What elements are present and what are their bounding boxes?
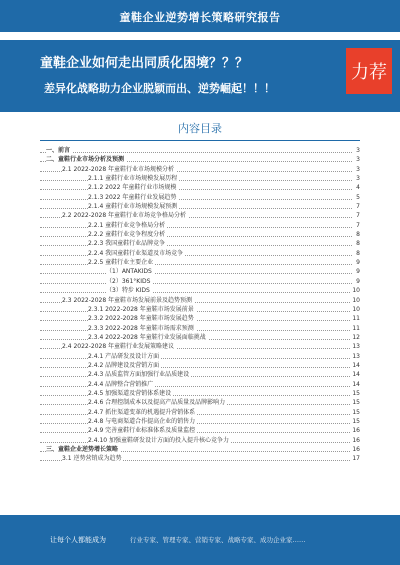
toc-entry[interactable] [40, 249, 360, 258]
toc-entry[interactable] [40, 296, 360, 305]
toc-entry-page: 15 [352, 389, 360, 397]
toc-entry-text: 2.2 2022-2028 年童鞋行业市场竞争格局分析 [62, 212, 187, 220]
toc-entry-text: 2.4.10 加强童鞋研发设计方面的投入提升核心竞争力 [88, 436, 229, 444]
toc-entry-page: 3 [356, 156, 360, 164]
toc-entry[interactable] [40, 267, 360, 276]
toc-entry-page: 13 [352, 352, 360, 360]
toc-entry-text: 2.4.2 品牌建设及营销方面 [88, 361, 160, 369]
toc-leader-dots [40, 227, 352, 228]
toc-leader-dots [40, 273, 352, 274]
toc-entry-text: 2.4.7 抓住渠道变革的机遇提升营销体系 [88, 408, 196, 416]
toc-entry-page: 14 [352, 371, 360, 379]
toc-entry-text: 二、童鞋行业市场分析及预测 [46, 156, 125, 164]
toc-leader-dots [40, 283, 352, 284]
toc-entry-text: 2.1.1 童鞋行业市场规模发展历程 [88, 175, 178, 183]
toc-entry[interactable] [40, 286, 360, 295]
toc-leader-dots [40, 264, 352, 265]
toc-entry-page: 8 [356, 249, 360, 257]
toc-entry-text: 2.4.3 品质监管方面加强行业品质建设 [88, 371, 190, 379]
toc-entry-text: 2.1.3 2022 年童鞋行业发展趋势 [88, 193, 177, 201]
toc-entry-page: 15 [352, 417, 360, 425]
toc-entry[interactable] [40, 352, 360, 361]
toc-leader-dots [40, 395, 352, 396]
toc-entry[interactable] [40, 155, 360, 164]
toc-entry-page: 10 [352, 287, 360, 295]
toc-entry-text: （3）特步 KIDS [106, 287, 150, 295]
toc-leader-dots [40, 358, 352, 359]
toc-entry-text: 2.4.5 加强渠道及营销体系建设 [88, 389, 172, 397]
toc-entry[interactable] [40, 426, 360, 435]
toc-entry-text: 2.3.2 2022-2028 年童鞋市场发展趋势 [88, 315, 194, 323]
toc-entry[interactable] [40, 202, 360, 211]
toc-leader-dots [40, 245, 352, 246]
toc-entry-page: 17 [352, 455, 360, 463]
toc-entry-text: 2.3 2022-2028 年童鞋市场发展前景及趋势预测 [62, 296, 193, 304]
toc-entry[interactable] [40, 221, 360, 230]
report-title: 童鞋企业逆势增长策略研究报告 [119, 11, 281, 24]
toc-entry-page: 10 [352, 296, 360, 304]
top-header-bar [0, 0, 400, 32]
toc-entry-page: 3 [356, 175, 360, 183]
banner [0, 40, 400, 112]
toc-entry[interactable] [40, 445, 360, 454]
toc-entry-text: 2.2.3 我国童鞋行业品牌竞争 [88, 240, 166, 248]
toc-entry-text: 2.2.5 童鞋行业主要企业 [88, 259, 154, 267]
toc-entry[interactable] [40, 398, 360, 407]
toc-leader-dots [40, 236, 352, 237]
toc-entry[interactable] [40, 324, 360, 333]
toc-entry-page: 14 [352, 361, 360, 369]
toc-entry-text: 2.1.2 2022 年童鞋行业市场规模 [88, 184, 177, 192]
toc-entry-page: 7 [356, 203, 360, 211]
toc-entry-page: 15 [352, 408, 360, 416]
toc-entry-page: 16 [352, 446, 360, 453]
toc-entry-text: （1）ANTAKIDS [106, 268, 152, 276]
toc-entry-page: 9 [356, 259, 360, 267]
banner-subhead: 差异化战略助力企业脱颖而出、逆势崛起！！！ [44, 82, 275, 95]
toc-entry-page: 9 [356, 277, 360, 285]
toc-entry-text: 2.3.3 2022-2028 年童鞋市场需求预测 [88, 324, 194, 332]
toc-entry-page: 11 [352, 315, 360, 323]
toc-entry[interactable] [40, 258, 360, 267]
toc-entry[interactable] [40, 305, 360, 314]
toc-leader-dots [40, 292, 352, 293]
toc-entry-text: 2.3.4 2022-2028 年童鞋行业发展面临挑战 [88, 333, 206, 341]
toc-entry-text: 2.4.8 与电商渠道合作提高企业的销售力 [88, 417, 196, 425]
toc-entry-page: 16 [352, 436, 360, 444]
toc-leader-dots [40, 189, 352, 190]
toc-leader-dots [40, 255, 352, 256]
toc-entry[interactable] [40, 436, 360, 445]
toc-entry-text: 2.4.9 完善童鞋行业标准体系及质量监控 [88, 427, 196, 435]
brand-stamp: 力荐 [346, 48, 392, 94]
toc-entry[interactable] [40, 417, 360, 426]
toc-entry[interactable] [40, 408, 360, 417]
footer-bar [0, 515, 400, 565]
toc-entry-text: 2.4.4 品牌整合营销推广 [88, 380, 154, 388]
toc-entry-text: 3.1 逆势营销成为趋势 [62, 455, 122, 463]
toc-entry-page: 4 [356, 184, 360, 192]
toc-entry-page: 5 [356, 193, 360, 201]
toc-leader-dots [40, 367, 352, 368]
toc-entry[interactable] [40, 230, 360, 239]
toc-entry-text: 2.2.2 童鞋行业竞争程度分析 [88, 231, 166, 239]
toc-entry-page: 15 [352, 399, 360, 407]
toc-entry[interactable] [40, 342, 360, 351]
toc-entry-text: 一、前言 [46, 147, 71, 154]
toc-entry-page: 3 [356, 165, 360, 173]
toc-entry-page: 16 [352, 427, 360, 435]
toc-entry[interactable] [40, 370, 360, 379]
toc-entry-text: 三、童鞋企业逆势增长策略 [46, 446, 119, 453]
toc-entry[interactable] [40, 165, 360, 174]
toc-leader-dots [40, 152, 352, 153]
toc-entry-text: 2.4.6 合理控制成本以及提高产品质量及品牌影响力 [88, 399, 226, 407]
toc-leader-dots [40, 386, 352, 387]
toc-entry-page: 14 [352, 380, 360, 388]
toc-entry[interactable] [40, 361, 360, 370]
toc-entry[interactable] [40, 174, 360, 183]
toc-leader-dots [40, 330, 352, 331]
toc-leader-dots [40, 208, 352, 209]
toc-entry[interactable] [40, 239, 360, 248]
toc-entry-page: 7 [356, 221, 360, 229]
toc-entry[interactable] [40, 454, 360, 463]
toc-entry[interactable] [40, 380, 360, 389]
toc-leader-dots [40, 376, 352, 377]
toc-entry-page: 8 [356, 240, 360, 248]
toc-entry-text: 2.2.1 童鞋行业竞争格局分析 [88, 221, 166, 229]
toc-entry-text: 2.4 2022-2028 年童鞋行业发展策略建议 [62, 343, 175, 351]
toc-entry-page: 13 [352, 343, 360, 351]
toc-entry-page: 11 [352, 324, 360, 332]
toc-entry[interactable] [40, 146, 360, 155]
toc-leader-dots [40, 311, 352, 312]
toc-entry[interactable] [40, 211, 360, 220]
toc-top-rule [40, 140, 360, 141]
toc-entry-page: 7 [356, 212, 360, 220]
toc-entry[interactable] [40, 314, 360, 323]
toc-entry-text: 2.3.1 2022-2028 年童鞋市场发展前景 [88, 305, 194, 313]
toc-leader-dots [40, 320, 352, 321]
toc-leader-dots [40, 199, 352, 200]
toc-entry-text: 2.2.4 我国童鞋行业渠道及市场竞争 [88, 249, 184, 257]
toc-entry[interactable] [40, 183, 360, 192]
footer-roles: 行业专家、管理专家、营销专家、战略专家、成功企业家…… [130, 536, 306, 544]
footer-slogan: 让每个人都能成为 [50, 536, 106, 544]
table-of-contents [40, 146, 360, 464]
toc-entry-text: 2.1 2022-2028 年童鞋行业市场规模分析 [62, 165, 175, 173]
toc-entry[interactable] [40, 333, 360, 342]
toc-entry-text: 2.1.4 童鞋行业市场规模发展预测 [88, 203, 178, 211]
toc-entry-page: 9 [356, 268, 360, 276]
toc-entry-page: 3 [356, 147, 360, 154]
toc-entry-page: 10 [352, 305, 360, 313]
banner-headline: 童鞋企业如何走出同质化困境？？？ [40, 56, 249, 71]
toc-entry[interactable] [40, 193, 360, 202]
toc-entry-page: 12 [352, 333, 360, 341]
toc-entry-text: （2）361°KIDS [106, 277, 151, 285]
toc-leader-dots [40, 180, 352, 181]
toc-title: 内容目录 [178, 122, 222, 135]
toc-entry[interactable] [40, 277, 360, 286]
toc-entry[interactable] [40, 389, 360, 398]
toc-entry-text: 2.4.1 产品研发及设计方面 [88, 352, 160, 360]
toc-entry-page: 8 [356, 231, 360, 239]
